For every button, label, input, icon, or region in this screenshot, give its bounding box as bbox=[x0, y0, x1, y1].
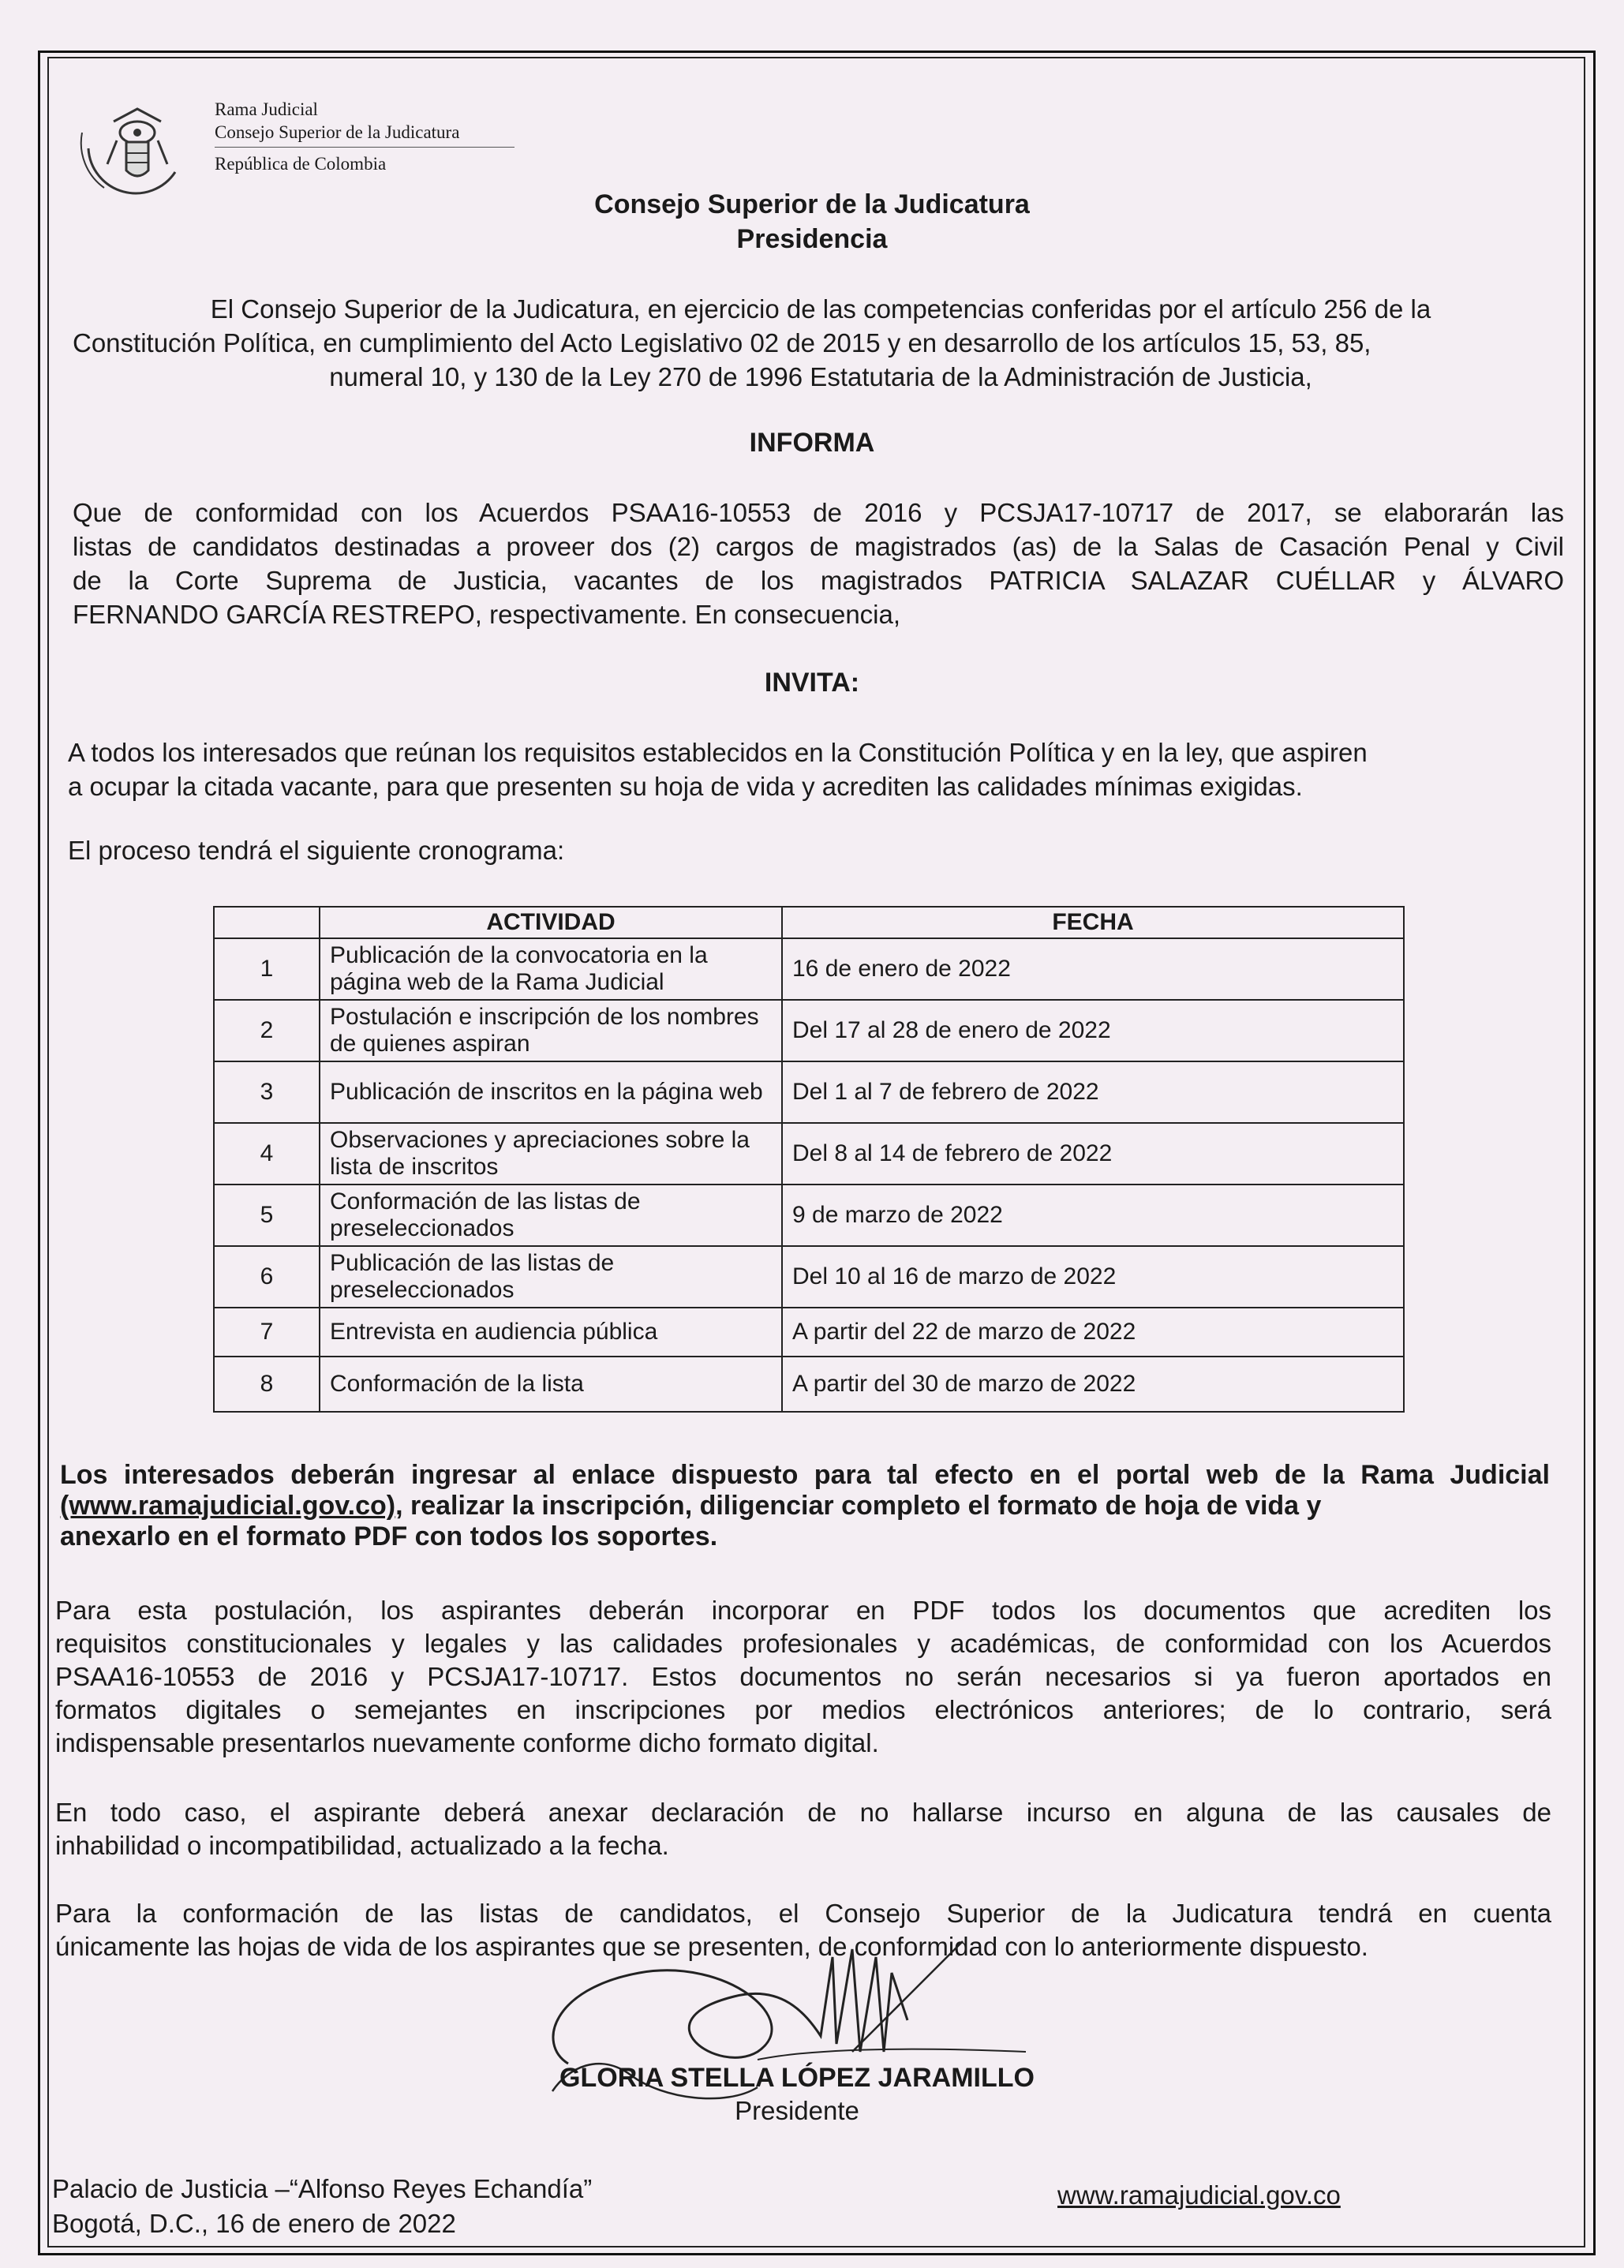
invita-line-2: a ocupar la citada vacante, para que presenten su hoja de vida y acrediten las calidades mínimas exigidas. bbox=[68, 772, 1303, 801]
row-fecha: 16 de enero de 2022 bbox=[782, 938, 1404, 1000]
notice-line-2 bbox=[60, 1491, 1550, 1521]
row-actividad: Conformación de las listas de preseleccionados bbox=[320, 1185, 782, 1246]
para1-line-1: Para esta postulación, los aspirantes deberán incorporar en PDF todos los documentos que acrediten los bbox=[55, 1596, 1551, 1625]
intro-line-3: numeral 10, y 130 de la Ley 270 de 1996 Estatutaria de la Administración de Justicia, bbox=[329, 362, 1312, 391]
notice-line-1: Los interesados deberán ingresar al enlace dispuesto para tal efecto en el portal web de la Rama Judicial bbox=[60, 1460, 1550, 1490]
intro-line-2: Constitución Política, en cumplimiento del Acto Legislativo 02 de 2015 y en desarrollo de los artículos 15, 53, 85, bbox=[73, 328, 1371, 357]
informa-line-1: Que de conformidad con los Acuerdos PSAA16-10553 de 2016 y PCSJA17-10717 de 2017, se elaborarán las bbox=[73, 498, 1564, 527]
footer-address: Palacio de Justicia –“Alfonso Reyes Echandía” bbox=[52, 2174, 593, 2203]
row-number: 4 bbox=[214, 1123, 320, 1185]
row-fecha: Del 10 al 16 de marzo de 2022 bbox=[782, 1246, 1404, 1308]
notice-line-3: anexarlo en el formato PDF con todos los soportes. bbox=[60, 1521, 718, 1551]
row-actividad: Observaciones y apreciaciones sobre la lista de inscritos bbox=[320, 1123, 782, 1185]
para1-line-2: requisitos constitucionales y legales y las calidades profesionales y académicas, de conformidad con los Acuerdos bbox=[55, 1629, 1551, 1658]
org-divider bbox=[215, 147, 515, 148]
informa-line-3: de la Corte Suprema de Justicia, vacantes de los magistrados PATRICIA SALAZAR CUÉLLAR y ÁLVARO bbox=[73, 566, 1564, 595]
para1-line-5: indispensable presentarlos nuevamente conforme dicho formato digital. bbox=[55, 1728, 879, 1757]
table-row bbox=[214, 1123, 1404, 1185]
org-line-consejo: Consejo Superior de la Judicatura bbox=[215, 122, 460, 142]
row-number: 3 bbox=[214, 1061, 320, 1123]
row-fecha: Del 8 al 14 de febrero de 2022 bbox=[782, 1123, 1404, 1185]
row-actividad: Publicación de las listas de preseleccionados bbox=[320, 1246, 782, 1308]
org-line-republica: República de Colombia bbox=[215, 154, 387, 174]
row-actividad: Entrevista en audiencia pública bbox=[320, 1308, 782, 1357]
document-title: Consejo Superior de la Judicatura bbox=[594, 189, 1030, 219]
row-fecha: A partir del 22 de marzo de 2022 bbox=[782, 1308, 1404, 1357]
row-number: 2 bbox=[214, 1000, 320, 1061]
coat-of-arms-icon bbox=[73, 85, 197, 202]
row-fecha: A partir del 30 de marzo de 2022 bbox=[782, 1357, 1404, 1412]
table-header-row bbox=[214, 907, 1404, 938]
portal-link[interactable]: (www.ramajudicial.gov.co) bbox=[60, 1491, 396, 1521]
informa-line-4: FERNANDO GARCÍA RESTREPO, respectivamente. En consecuencia, bbox=[73, 600, 901, 629]
row-fecha: 9 de marzo de 2022 bbox=[782, 1185, 1404, 1246]
row-actividad: Publicación de inscritos en la página web bbox=[320, 1061, 782, 1123]
para2-line-2: inhabilidad o incompatibilidad, actualizado a la fecha. bbox=[55, 1831, 669, 1860]
org-header bbox=[215, 98, 515, 175]
table-row bbox=[214, 1185, 1404, 1246]
para3-line-1: Para la conformación de las listas de candidatos, el Consejo Superior de la Judicatura tendrá en cuenta bbox=[55, 1899, 1551, 1928]
row-number: 5 bbox=[214, 1185, 320, 1246]
row-number: 1 bbox=[214, 938, 320, 1000]
row-actividad: Postulación e inscripción de los nombres de quienes aspiran bbox=[320, 1000, 782, 1061]
table-row bbox=[214, 1357, 1404, 1412]
document-subtitle: Presidencia bbox=[736, 224, 888, 254]
informa-heading: INFORMA bbox=[749, 428, 875, 458]
footer-date: Bogotá, D.C., 16 de enero de 2022 bbox=[52, 2209, 456, 2238]
intro-line-1: El Consejo Superior de la Judicatura, en ejercicio de las competencias conferidas por el artículo 256 de la bbox=[210, 294, 1431, 324]
row-number: 6 bbox=[214, 1246, 320, 1308]
signer-name: GLORIA STELLA LÓPEZ JARAMILLO bbox=[559, 2063, 1035, 2093]
notice-line-2-text: , realizar la inscripción, diligenciar completo el formato de hoja de vida y bbox=[395, 1491, 1322, 1521]
invita-heading: INVITA: bbox=[764, 668, 860, 698]
row-fecha: Del 17 al 28 de enero de 2022 bbox=[782, 1000, 1404, 1061]
para1-line-3: PSAA16-10553 de 2016 y PCSJA17-10717. Estos documentos no serán necesarios si ya fueron aportados en bbox=[55, 1662, 1551, 1691]
para3-line-2: únicamente las hojas de vida de los aspirantes que se presenten, de conformidad con lo anteriormente dispuesto. bbox=[55, 1932, 1368, 1961]
table-row bbox=[214, 1246, 1404, 1308]
para2-line-1: En todo caso, el aspirante deberá anexar declaración de no hallarse incurso en alguna de las causales de bbox=[55, 1798, 1551, 1827]
row-number: 8 bbox=[214, 1357, 320, 1412]
table-row bbox=[214, 1000, 1404, 1061]
table-row bbox=[214, 1308, 1404, 1357]
row-fecha: Del 1 al 7 de febrero de 2022 bbox=[782, 1061, 1404, 1123]
table-header-fecha: FECHA bbox=[782, 907, 1404, 938]
table-row bbox=[214, 938, 1404, 1000]
informa-line-2: listas de candidatos destinadas a proveer dos (2) cargos de magistrados (as) de la Salas de Casación Penal y Civil bbox=[73, 532, 1564, 561]
schedule-table bbox=[213, 906, 1405, 1413]
signer-role: Presidente bbox=[735, 2096, 859, 2125]
para1-line-4: formatos digitales o semejantes en inscripciones por medios electrónicos anteriores; de lo contrario, será bbox=[55, 1695, 1551, 1724]
invita-line-1: A todos los interesados que reúnan los requisitos establecidos en la Constitución Política y en la ley, que aspiren bbox=[68, 738, 1368, 767]
row-actividad: Publicación de la convocatoria en la página web de la Rama Judicial bbox=[320, 938, 782, 1000]
table-row bbox=[214, 1061, 1404, 1123]
row-actividad: Conformación de la lista bbox=[320, 1357, 782, 1412]
cronograma-intro: El proceso tendrá el siguiente cronograma: bbox=[68, 836, 565, 865]
row-number: 7 bbox=[214, 1308, 320, 1357]
org-line-rama: Rama Judicial bbox=[215, 99, 318, 119]
footer-website-link[interactable]: www.ramajudicial.gov.co bbox=[1057, 2180, 1341, 2210]
table-header-num bbox=[214, 907, 320, 938]
table-header-actividad: ACTIVIDAD bbox=[320, 907, 782, 938]
